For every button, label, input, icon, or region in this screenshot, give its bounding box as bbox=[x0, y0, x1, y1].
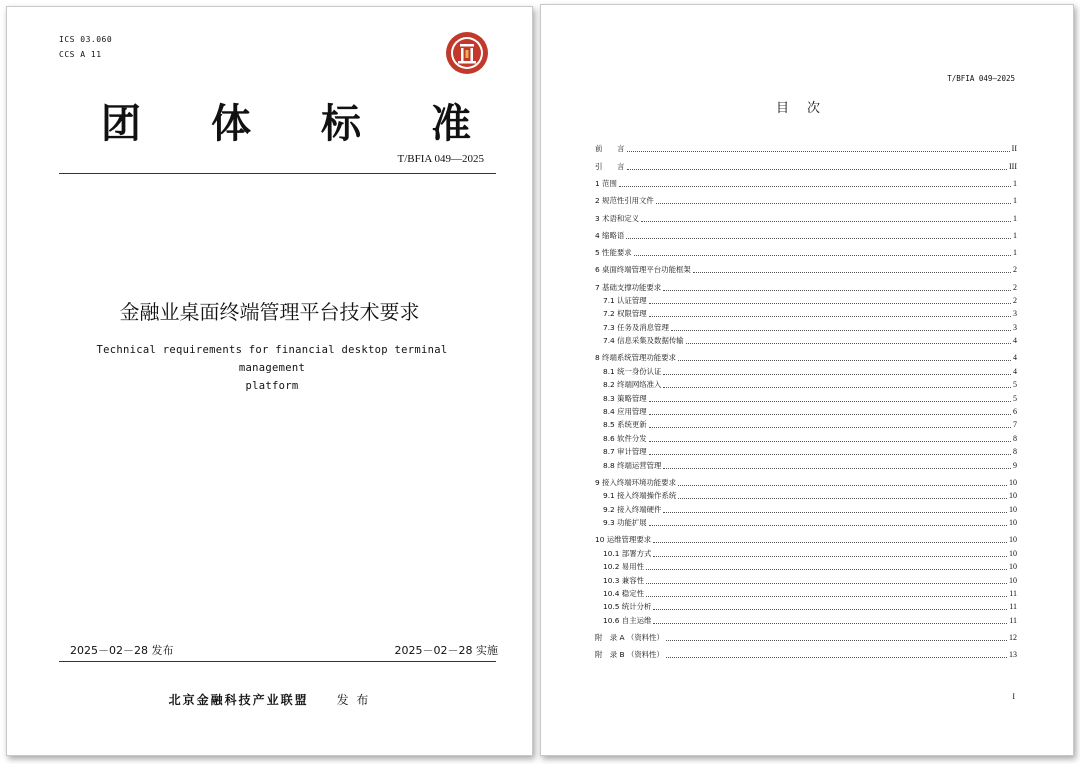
toc-entry[interactable] bbox=[595, 279, 1017, 292]
toc-entry[interactable] bbox=[595, 262, 1017, 275]
toc-dot-leader bbox=[693, 271, 1011, 273]
toc-entry-label: 2 规范性引用文件 bbox=[595, 196, 654, 206]
toc-entry-label: 7.1 认证管理 bbox=[603, 296, 647, 306]
title-english-line: Technical requirements for financial desktop terminal management bbox=[96, 344, 448, 374]
group-standard-heading bbox=[101, 101, 471, 147]
toc-entry-label: 8.2 终端网络准入 bbox=[603, 380, 662, 390]
toc-entry-page: 10 bbox=[1009, 491, 1017, 501]
cover-page bbox=[6, 6, 533, 756]
toc-entry-label: 10.5 统计分析 bbox=[603, 602, 652, 612]
toc-entry-label: 10 运维管理要求 bbox=[595, 535, 652, 545]
toc-entry[interactable] bbox=[595, 488, 1017, 501]
toc-entry-page: 5 bbox=[1013, 393, 1017, 403]
heading-char: 准 bbox=[431, 101, 471, 147]
toc-entry-page: 1 bbox=[1013, 248, 1017, 258]
ccs-code: CCS A 11 bbox=[59, 50, 102, 59]
toc-dot-leader bbox=[649, 413, 1011, 415]
toc-entry-label: 引 言 bbox=[595, 161, 625, 171]
toc-entry-label: 8.6 软件分发 bbox=[603, 433, 647, 443]
toc-title: 目次 bbox=[775, 101, 838, 116]
toc-entry[interactable] bbox=[595, 210, 1017, 223]
toc-dot-leader bbox=[641, 220, 1011, 222]
toc-entry-page: 1 bbox=[1013, 213, 1017, 223]
toc-entry-label: 10.1 部署方式 bbox=[603, 548, 652, 558]
toc-entry[interactable] bbox=[595, 319, 1017, 332]
toc-entry[interactable] bbox=[595, 227, 1017, 240]
toc-entry-label: 7.2 权限管理 bbox=[603, 309, 647, 319]
publish-word: 发 布 bbox=[336, 693, 371, 707]
toc-entry-page: 10 bbox=[1009, 518, 1017, 528]
toc-entry-label: 6 桌面终端管理平台功能框架 bbox=[595, 265, 691, 275]
page-number: I bbox=[1012, 692, 1015, 701]
toc-entry[interactable] bbox=[595, 532, 1017, 545]
toc-entry-label: 8.8 终端运营管理 bbox=[603, 460, 662, 470]
issue-date: 2025－02－28 发布 bbox=[70, 644, 174, 657]
toc-entry-label: 1 范围 bbox=[595, 178, 617, 188]
toc-entry-label: 附 录 B （资料性） bbox=[595, 650, 664, 660]
toc-entry[interactable] bbox=[595, 599, 1017, 612]
heading-char: 体 bbox=[211, 101, 251, 147]
toc-dot-leader bbox=[649, 440, 1011, 442]
toc-entry[interactable] bbox=[595, 545, 1017, 558]
toc-dot-leader bbox=[678, 497, 1007, 499]
toc-entry-page: 13 bbox=[1009, 650, 1017, 660]
toc-entry-label: 7 基础支撑功能要求 bbox=[595, 282, 662, 292]
toc-dot-leader bbox=[634, 254, 1011, 256]
toc-entry[interactable] bbox=[595, 141, 1017, 154]
toc-entry-page: II bbox=[1011, 144, 1017, 154]
toc-entry-label: 4 缩略语 bbox=[595, 230, 625, 240]
toc-entry[interactable] bbox=[595, 193, 1017, 206]
toc-dot-leader bbox=[649, 400, 1011, 402]
standard-number: T/BFIA 049—2025 bbox=[397, 153, 484, 165]
classification-codes bbox=[59, 32, 112, 62]
toc-entry-page: 10 bbox=[1009, 548, 1017, 558]
toc-entry-label: 8.5 系统更新 bbox=[603, 420, 647, 430]
top-divider bbox=[59, 173, 496, 174]
toc-entry-label: 9.1 接入终端操作系统 bbox=[603, 491, 677, 501]
toc-dot-leader bbox=[646, 582, 1007, 584]
title-english-line: platform bbox=[245, 380, 299, 392]
toc-entry-label: 8.3 策略管理 bbox=[603, 393, 647, 403]
toc-entry-page: 8 bbox=[1013, 447, 1017, 457]
toc-entry-page: 1 bbox=[1013, 178, 1017, 188]
toc-dot-leader bbox=[653, 555, 1007, 557]
toc-entry-label: 9 接入终端环境功能要求 bbox=[595, 477, 676, 487]
toc-entry[interactable] bbox=[595, 559, 1017, 572]
toc-dot-leader bbox=[649, 302, 1011, 304]
toc-dot-leader bbox=[666, 656, 1007, 658]
toc-entry-label: 10.3 兼容性 bbox=[603, 575, 644, 585]
toc-entry-page: 10 bbox=[1009, 535, 1017, 545]
toc-entry-label: 7.3 任务及消息管理 bbox=[603, 322, 669, 332]
toc-entry-page: 2 bbox=[1013, 265, 1017, 275]
toc-entry[interactable] bbox=[595, 293, 1017, 306]
toc-entry-label: 8.1 统一身份认证 bbox=[603, 366, 662, 376]
toc-entry[interactable] bbox=[595, 245, 1017, 258]
toc-dot-leader bbox=[649, 524, 1007, 526]
toc-entry[interactable] bbox=[595, 333, 1017, 346]
toc-entry-page: 6 bbox=[1013, 407, 1017, 417]
publisher-line bbox=[7, 691, 532, 708]
toc-entry[interactable] bbox=[595, 501, 1017, 514]
toc-dot-leader bbox=[671, 329, 1011, 331]
toc-entry-page: 4 bbox=[1013, 336, 1017, 346]
toc-entry[interactable] bbox=[595, 515, 1017, 528]
toc-dot-leader bbox=[649, 426, 1011, 428]
toc-dot-leader bbox=[663, 511, 1007, 513]
ics-code: ICS 03.060 bbox=[59, 35, 113, 44]
title-chinese: 金融业桌面终端管理平台技术要求 bbox=[119, 300, 420, 324]
toc-entry[interactable] bbox=[595, 612, 1017, 625]
toc-entry-page: 11 bbox=[1009, 588, 1017, 598]
toc-page bbox=[540, 4, 1074, 756]
toc-entry[interactable] bbox=[595, 647, 1017, 660]
toc-entry-page: 12 bbox=[1009, 632, 1017, 642]
toc-entry[interactable] bbox=[595, 630, 1017, 643]
toc-entry[interactable] bbox=[595, 444, 1017, 457]
toc-entry-label: 9.2 接入终端硬件 bbox=[603, 504, 662, 514]
toc-entry-label: 8 终端系统管理功能要求 bbox=[595, 353, 676, 363]
toc-dot-leader bbox=[627, 150, 1010, 152]
toc-entry[interactable] bbox=[595, 417, 1017, 430]
alliance-seal-logo bbox=[445, 31, 489, 75]
toc-entry-page: 10 bbox=[1009, 477, 1017, 487]
toc-dot-leader bbox=[663, 467, 1011, 469]
toc-entry[interactable] bbox=[595, 176, 1017, 189]
toc-dot-leader bbox=[649, 315, 1011, 317]
toc-entry-page: 7 bbox=[1013, 420, 1017, 430]
toc-entry-label: 10.2 易用性 bbox=[603, 562, 644, 572]
toc-entry[interactable] bbox=[595, 363, 1017, 376]
toc-entry-label: 3 术语和定义 bbox=[595, 213, 640, 223]
toc-dot-leader bbox=[678, 359, 1011, 361]
toc-dot-leader bbox=[656, 202, 1011, 204]
toc-entry-page: 10 bbox=[1009, 562, 1017, 572]
toc-dot-leader bbox=[646, 595, 1007, 597]
toc-entry-label: 8.4 应用管理 bbox=[603, 407, 647, 417]
toc-dot-leader bbox=[663, 289, 1011, 291]
toc-entry-page: 4 bbox=[1013, 366, 1017, 376]
toc-entry-page: 3 bbox=[1013, 322, 1017, 332]
toc-dot-leader bbox=[653, 622, 1007, 624]
toc-entry-label: 9.3 功能扩展 bbox=[603, 518, 647, 528]
toc-entry[interactable] bbox=[595, 390, 1017, 403]
toc-dot-leader bbox=[646, 568, 1007, 570]
toc-dot-leader bbox=[653, 608, 1007, 610]
toc-dot-leader bbox=[626, 237, 1011, 239]
heading-char: 团 bbox=[101, 101, 141, 147]
toc-entry[interactable] bbox=[595, 457, 1017, 470]
heading-char: 标 bbox=[321, 101, 361, 147]
toc-dot-leader bbox=[686, 342, 1011, 344]
toc-dot-leader bbox=[678, 484, 1007, 486]
toc-entry-label: 5 性能要求 bbox=[595, 248, 632, 258]
toc-dot-leader bbox=[627, 168, 1007, 170]
toc-entry[interactable] bbox=[595, 586, 1017, 599]
toc-entry-page: III bbox=[1009, 161, 1017, 171]
toc-entry-page: 2 bbox=[1013, 296, 1017, 306]
toc-entry[interactable] bbox=[595, 430, 1017, 443]
publisher-name: 北京金融科技产业联盟 bbox=[168, 693, 309, 707]
implement-date: 2025－02－28 实施 bbox=[394, 644, 498, 657]
toc-entry-page: 5 bbox=[1013, 380, 1017, 390]
toc-entry-page: 1 bbox=[1013, 196, 1017, 206]
toc-entry-page: 3 bbox=[1013, 309, 1017, 319]
toc-entry-label: 7.4 信息采集及数据传输 bbox=[603, 336, 684, 346]
bottom-divider bbox=[59, 661, 496, 662]
toc-entry-page: 8 bbox=[1013, 433, 1017, 443]
toc-entry-page: 11 bbox=[1009, 602, 1017, 612]
toc-entry[interactable] bbox=[595, 306, 1017, 319]
title-english bbox=[67, 341, 477, 395]
toc-entry-label: 8.7 审计管理 bbox=[603, 447, 647, 457]
toc-entry-page: 10 bbox=[1009, 575, 1017, 585]
toc-entry-label: 附 录 A （资料性） bbox=[595, 632, 664, 642]
toc-dot-leader bbox=[663, 386, 1011, 388]
toc-entry[interactable] bbox=[595, 572, 1017, 585]
toc-entry-page: 9 bbox=[1013, 460, 1017, 470]
toc-entry[interactable] bbox=[595, 350, 1017, 363]
toc-entry-page: 1 bbox=[1013, 230, 1017, 240]
toc-list bbox=[595, 141, 1017, 660]
toc-dot-leader bbox=[666, 639, 1007, 641]
toc-entry-label: 前 言 bbox=[595, 144, 625, 154]
toc-standard-number: T/BFIA 049—2025 bbox=[947, 74, 1015, 83]
toc-entry[interactable] bbox=[595, 377, 1017, 390]
toc-entry[interactable] bbox=[595, 158, 1017, 171]
toc-entry-page: 10 bbox=[1009, 504, 1017, 514]
toc-entry-page: 11 bbox=[1009, 615, 1017, 625]
toc-entry-page: 2 bbox=[1013, 282, 1017, 292]
toc-dot-leader bbox=[653, 541, 1007, 543]
toc-entry-label: 10.6 自主运维 bbox=[603, 615, 652, 625]
toc-entry-page: 4 bbox=[1013, 353, 1017, 363]
toc-entry[interactable] bbox=[595, 404, 1017, 417]
toc-entry-label: 10.4 稳定性 bbox=[603, 588, 644, 598]
toc-entry[interactable] bbox=[595, 475, 1017, 488]
toc-dot-leader bbox=[649, 453, 1011, 455]
toc-dot-leader bbox=[619, 185, 1011, 187]
toc-dot-leader bbox=[663, 373, 1011, 375]
